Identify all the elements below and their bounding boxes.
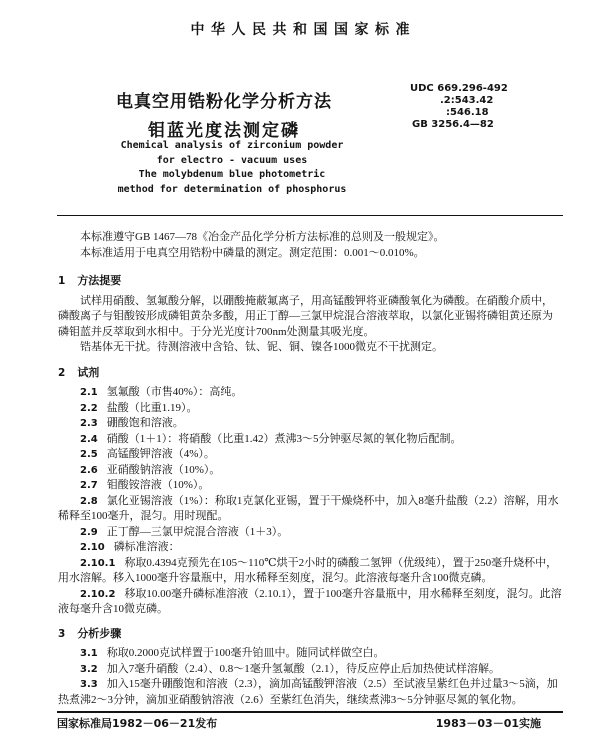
reagent-item <box>58 463 563 479</box>
document-title <box>112 88 336 146</box>
item-text: 硼酸饱和溶液。 <box>106 417 184 429</box>
reagent-item <box>58 432 563 448</box>
udc-code-line-1: UDC 669.296-492 <box>410 83 508 94</box>
section-title: 方法提要 <box>77 275 122 287</box>
english-title-line-1: Chemical analysis of zirconium powder <box>120 140 344 151</box>
reagent-item <box>58 416 563 432</box>
item-text: 氢氟酸（市售40%）：高纯。 <box>106 386 243 398</box>
reagent-subitem <box>58 556 563 587</box>
reagent-item <box>58 401 563 417</box>
section-number: 2 <box>58 366 66 379</box>
item-number: 2.3 <box>80 418 98 429</box>
issue-date: 国家标准局1982－06－21发布 <box>57 717 218 730</box>
udc-code-line-3: :546.18 <box>446 107 489 118</box>
reagent-item <box>58 494 563 525</box>
footer <box>57 716 563 732</box>
english-title-line-3: The molybdenum blue photometric <box>138 169 326 181</box>
item-number: 2.1 <box>80 387 98 398</box>
item-text: 称取0.2000克试样置于100毫升铂皿中。随同试样做空白。 <box>106 647 385 659</box>
reagent-item <box>58 385 563 401</box>
item-text: 磷标准溶液： <box>113 541 180 553</box>
item-number: 3.2 <box>80 663 98 675</box>
item-number: 2.10 <box>80 542 105 553</box>
section-heading-reagents <box>58 366 563 382</box>
item-text: 称取0.4394克预先在105～110℃烘干2小时的磷酸二氢钾（优级纯），置于250毫升烧杯中，用水溶解。移入1000毫升容量瓶中，用水稀释至刻度，混匀。此溶液每毫升含100微克磷。 <box>58 556 558 584</box>
procedure-step <box>58 646 563 662</box>
classification-codes <box>410 83 560 131</box>
item-number: 2.9 <box>80 526 98 538</box>
header-divider <box>57 215 563 216</box>
section-number: 3 <box>58 627 66 640</box>
procedure-step <box>58 662 563 678</box>
english-title-line-2: for electro - vacuum uses <box>156 154 308 166</box>
english-title <box>112 139 352 198</box>
reagent-item <box>58 525 563 541</box>
reagent-subitem <box>58 587 563 618</box>
section-heading-procedure <box>58 627 563 643</box>
reagent-item <box>58 478 563 494</box>
section-title: 分析步骤 <box>77 627 122 640</box>
item-number: 3.1 <box>80 648 98 659</box>
effective-date: 1983－03－01实施 <box>435 717 541 730</box>
title-line-2: 钼蓝光度法测定磷 <box>148 121 300 141</box>
item-number: 2.6 <box>80 464 98 476</box>
title-line-1: 电真空用锆粉化学分析方法 <box>116 92 332 112</box>
item-text: 移取10.00毫升磷标准溶液（2.10.1），置于100毫升容量瓶中，用水稀释至刻度，混匀。此溶液每毫升含10微克磷。 <box>58 587 562 615</box>
procedure-list <box>58 646 563 708</box>
item-text: 加入15毫升硼酸饱和溶液（2.3），滴加高锰酸钾溶液（2.5）至试液呈紫红色并过量3～5滴，加热煮沸2～3分钟，滴加亚硝酸钠溶液（2.6）至紫红色消失，继续煮沸3～5分钟驱尽氮的氧化物。 <box>58 678 558 706</box>
item-number: 2.10.2 <box>80 588 116 600</box>
footer-divider <box>57 711 563 713</box>
item-number: 2.4 <box>80 433 98 445</box>
reagent-item <box>58 447 563 463</box>
item-number: 2.5 <box>80 449 98 460</box>
item-text: 加入7毫升硝酸（2.4）、0.8～1毫升氢氟酸（2.1），待反应停止后加热使试样溶解。 <box>106 662 500 675</box>
intro-paragraph-2: 本标准适用于电真空用锆粉中磷量的测定。测定范围：0.001～0.010%。 <box>80 246 425 259</box>
intro-paragraph-1: 本标准遵守GB 1467—78《冶金产品化学分析方法标准的总则及一般规定》。 <box>80 231 445 243</box>
section-number: 1 <box>58 275 66 287</box>
section-body-method-summary <box>58 294 563 356</box>
item-text: 氯化亚锡溶液（1%）：称取1克氯化亚锡，置于干燥烧杯中，加入8毫升盐酸（2.2）溶解，用水稀释至100毫升，混匀。用时现配。 <box>58 494 559 522</box>
document-body <box>58 230 563 708</box>
udc-code-line-2: .2:543.42 <box>440 95 494 106</box>
item-number: 2.8 <box>80 495 98 507</box>
paragraph: 锆基体无干扰。待测溶液中含铪、钛、铌、铜、镍各1000微克不干扰测定。 <box>80 341 443 353</box>
reagent-list <box>58 385 563 618</box>
item-text: 正丁醇—三氯甲烷混合溶液（1＋3）。 <box>106 525 289 538</box>
paragraph: 试样用硝酸、氢氟酸分解，以硼酸掩蔽氟离子，用高锰酸钾将亚磷酸氧化为磷酸。在硝酸介质中，磷酸离子与钼酸铵形成磷钼黄杂多酸，用正丁醇—三氯甲烷混合溶液萃取，以氯化亚锡将磷钼黄还原为磷钼蓝并反萃取到水相中。于分光光度计700nm处测量其吸光度。 <box>58 294 553 338</box>
item-text: 硝酸（1＋1）：将硝酸（比重1.42）煮沸3～5分钟驱尽氮的氧化物后配制。 <box>106 432 462 445</box>
item-number: 2.10.1 <box>80 557 116 569</box>
item-text: 亚硝酸钠溶液（10%）。 <box>106 463 221 476</box>
national-standard-header: 中华人民共和国国家标准 <box>190 22 416 38</box>
item-text: 高锰酸钾溶液（4%）。 <box>106 448 215 460</box>
item-number: 2.2 <box>80 402 98 414</box>
procedure-step <box>58 677 563 708</box>
item-text: 钼酸铵溶液（10%）。 <box>106 479 210 491</box>
item-number: 3.3 <box>80 679 98 690</box>
item-text: 盐酸（比重1.19）。 <box>106 401 198 414</box>
section-title: 试剂 <box>77 366 100 379</box>
gb-standard-number: GB 3256.4—82 <box>412 119 494 130</box>
section-heading-method-summary <box>58 274 563 290</box>
english-title-line-4: method for determination of phosphorus <box>117 184 347 196</box>
reagent-item <box>58 540 563 556</box>
item-number: 2.7 <box>80 480 98 491</box>
